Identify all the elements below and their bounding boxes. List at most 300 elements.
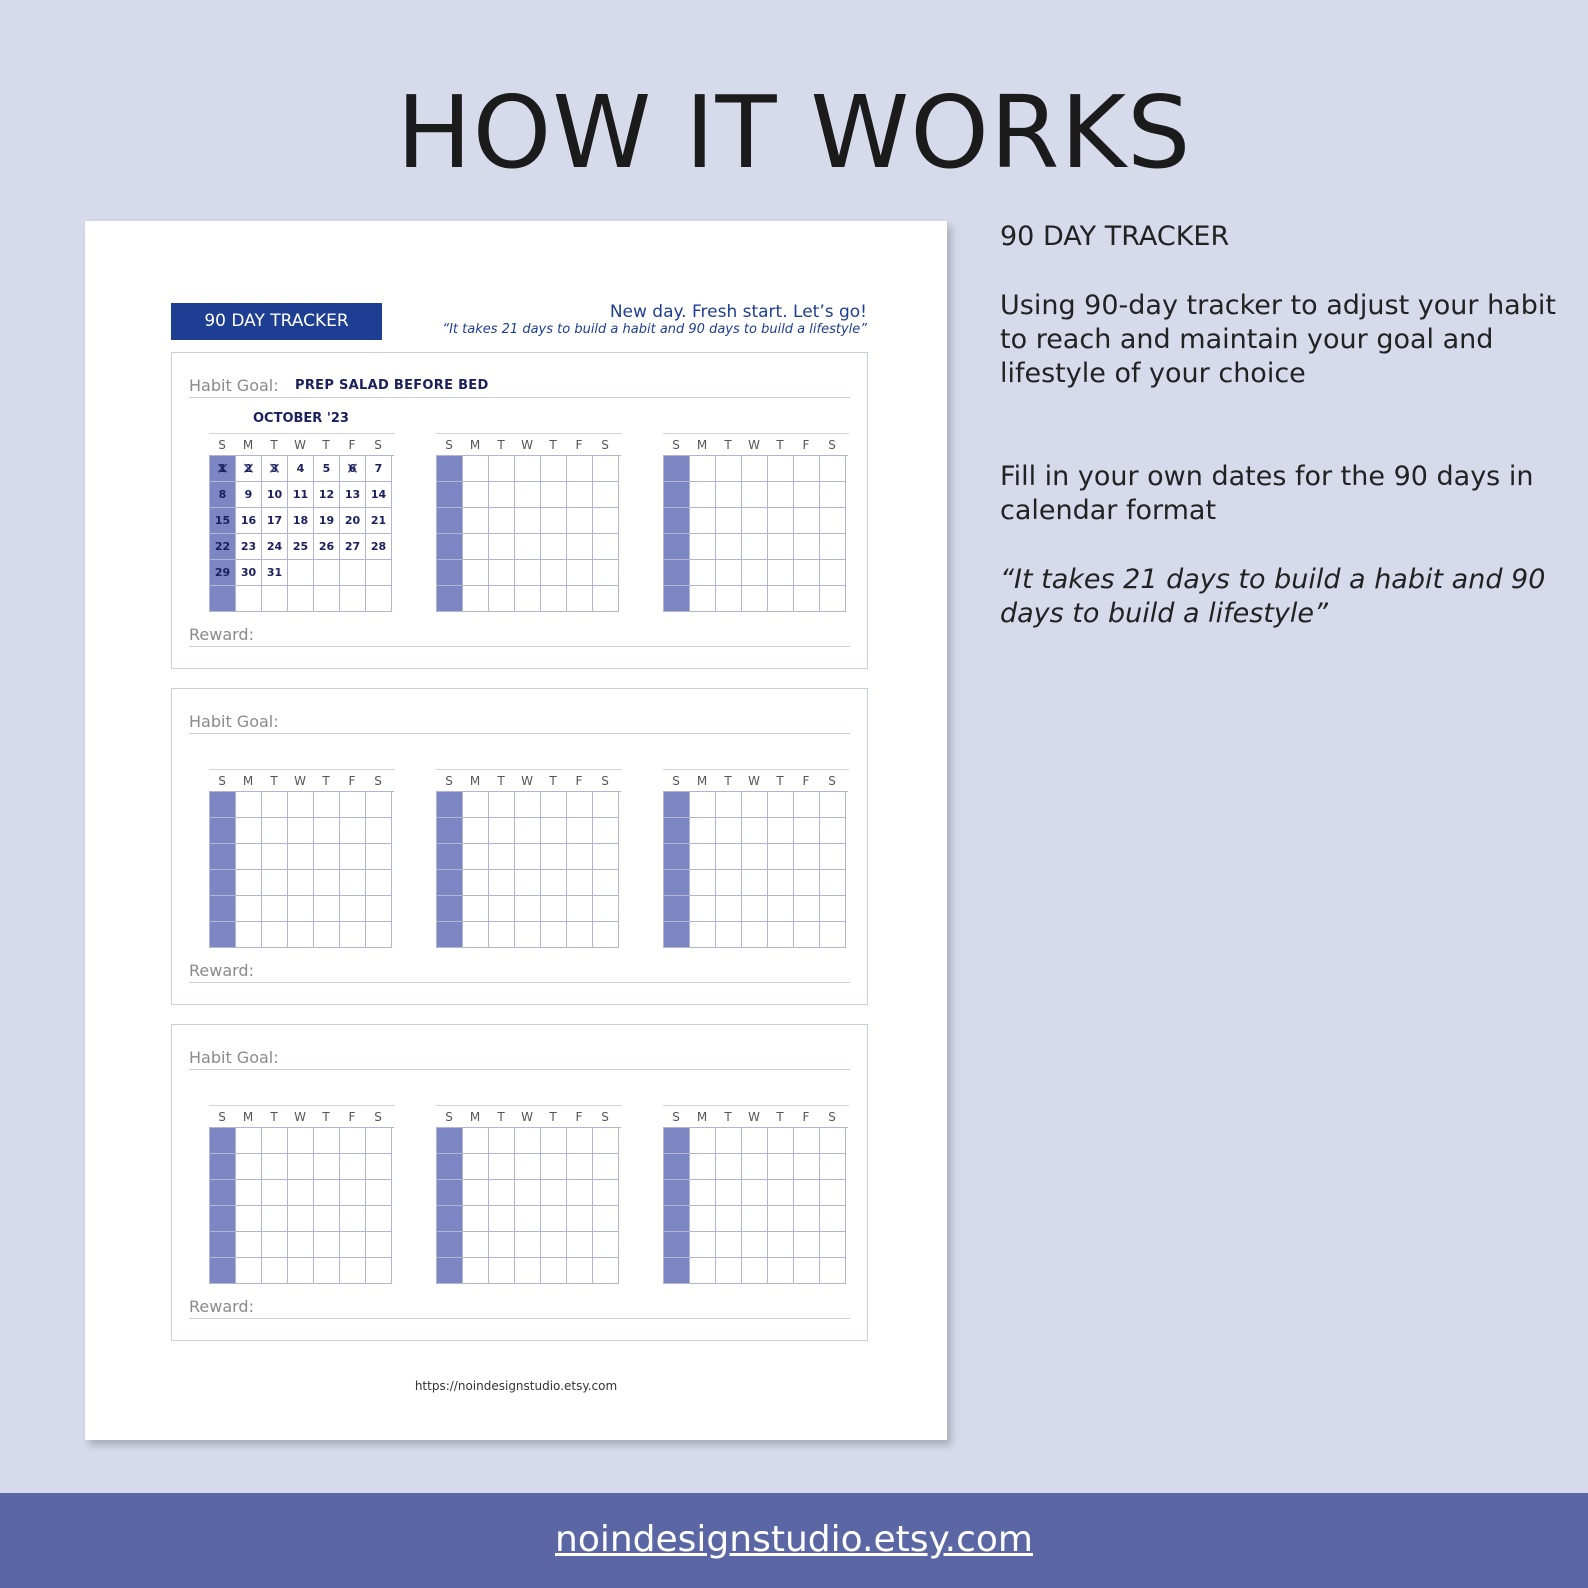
day-cell[interactable] bbox=[716, 1258, 742, 1284]
day-cell[interactable] bbox=[567, 560, 593, 586]
day-cell[interactable] bbox=[210, 586, 236, 612]
day-cell[interactable] bbox=[742, 1258, 768, 1284]
day-cell[interactable] bbox=[742, 534, 768, 560]
day-cell[interactable] bbox=[314, 1154, 340, 1180]
day-cell[interactable] bbox=[664, 1154, 690, 1180]
day-cell[interactable] bbox=[716, 844, 742, 870]
day-cell[interactable] bbox=[262, 1258, 288, 1284]
day-cell[interactable] bbox=[716, 1232, 742, 1258]
day-cell[interactable] bbox=[340, 1180, 366, 1206]
day-cell[interactable] bbox=[593, 508, 619, 534]
day-cell[interactable] bbox=[262, 1206, 288, 1232]
day-cell[interactable] bbox=[314, 922, 340, 948]
day-cell[interactable]: 26 bbox=[314, 534, 340, 560]
day-cell[interactable] bbox=[567, 818, 593, 844]
day-cell[interactable] bbox=[262, 870, 288, 896]
day-cell[interactable] bbox=[515, 586, 541, 612]
day-cell[interactable] bbox=[366, 844, 392, 870]
day-cell[interactable] bbox=[664, 456, 690, 482]
day-cell[interactable] bbox=[210, 818, 236, 844]
day-cell[interactable] bbox=[366, 922, 392, 948]
day-cell[interactable] bbox=[716, 1206, 742, 1232]
day-cell[interactable] bbox=[742, 818, 768, 844]
day-cell[interactable] bbox=[742, 896, 768, 922]
day-cell[interactable] bbox=[463, 534, 489, 560]
day-cell[interactable]: 10 bbox=[262, 482, 288, 508]
day-cell[interactable] bbox=[664, 792, 690, 818]
day-cell[interactable] bbox=[768, 922, 794, 948]
day-cell[interactable] bbox=[210, 896, 236, 922]
day-cell[interactable] bbox=[716, 1128, 742, 1154]
day-cell[interactable] bbox=[463, 1258, 489, 1284]
day-cell[interactable] bbox=[340, 1206, 366, 1232]
day-cell[interactable] bbox=[236, 1180, 262, 1206]
day-cell[interactable] bbox=[366, 870, 392, 896]
day-cell[interactable] bbox=[768, 792, 794, 818]
day-cell[interactable] bbox=[463, 508, 489, 534]
day-cell[interactable] bbox=[340, 922, 366, 948]
day-cell[interactable] bbox=[489, 456, 515, 482]
day-cell[interactable] bbox=[288, 1128, 314, 1154]
day-cell[interactable] bbox=[593, 1232, 619, 1258]
day-cell[interactable] bbox=[314, 586, 340, 612]
day-cell[interactable] bbox=[236, 1232, 262, 1258]
day-cell[interactable] bbox=[489, 1154, 515, 1180]
day-cell[interactable] bbox=[820, 1154, 846, 1180]
day-cell[interactable] bbox=[794, 534, 820, 560]
day-cell[interactable] bbox=[210, 1206, 236, 1232]
day-cell[interactable] bbox=[716, 870, 742, 896]
day-cell[interactable] bbox=[489, 922, 515, 948]
day-cell[interactable] bbox=[768, 1154, 794, 1180]
day-cell[interactable] bbox=[567, 1258, 593, 1284]
day-cell[interactable] bbox=[210, 870, 236, 896]
day-cell[interactable] bbox=[541, 818, 567, 844]
day-cell[interactable]: 23 bbox=[236, 534, 262, 560]
day-cell[interactable] bbox=[366, 586, 392, 612]
day-cell[interactable] bbox=[768, 560, 794, 586]
day-cell[interactable] bbox=[515, 560, 541, 586]
day-cell[interactable] bbox=[515, 870, 541, 896]
day-cell[interactable]: 28 bbox=[366, 534, 392, 560]
day-cell[interactable] bbox=[716, 534, 742, 560]
day-cell[interactable] bbox=[236, 844, 262, 870]
day-cell[interactable] bbox=[437, 456, 463, 482]
day-cell[interactable] bbox=[794, 1128, 820, 1154]
day-cell[interactable] bbox=[664, 1128, 690, 1154]
day-cell[interactable] bbox=[794, 792, 820, 818]
day-cell[interactable] bbox=[489, 560, 515, 586]
day-cell[interactable] bbox=[820, 482, 846, 508]
day-cell[interactable] bbox=[742, 456, 768, 482]
day-cell[interactable] bbox=[716, 456, 742, 482]
day-cell[interactable] bbox=[515, 508, 541, 534]
day-cell[interactable] bbox=[690, 792, 716, 818]
day-cell[interactable] bbox=[541, 586, 567, 612]
day-cell[interactable] bbox=[489, 534, 515, 560]
day-cell[interactable] bbox=[437, 560, 463, 586]
day-cell[interactable] bbox=[437, 870, 463, 896]
day-cell[interactable] bbox=[463, 1128, 489, 1154]
day-cell[interactable] bbox=[463, 1180, 489, 1206]
day-cell[interactable] bbox=[820, 922, 846, 948]
day-cell[interactable] bbox=[515, 792, 541, 818]
day-cell[interactable] bbox=[463, 896, 489, 922]
day-cell[interactable] bbox=[437, 508, 463, 534]
day-cell[interactable] bbox=[236, 792, 262, 818]
day-cell[interactable] bbox=[515, 1258, 541, 1284]
day-cell[interactable] bbox=[437, 922, 463, 948]
day-cell[interactable] bbox=[340, 818, 366, 844]
day-cell[interactable] bbox=[437, 896, 463, 922]
day-cell[interactable] bbox=[593, 482, 619, 508]
day-cell[interactable] bbox=[314, 1232, 340, 1258]
day-cell[interactable] bbox=[768, 508, 794, 534]
day-cell[interactable] bbox=[489, 508, 515, 534]
day-cell[interactable] bbox=[210, 1154, 236, 1180]
day-cell[interactable] bbox=[794, 922, 820, 948]
day-cell[interactable]: 9 bbox=[236, 482, 262, 508]
day-cell[interactable] bbox=[288, 896, 314, 922]
day-cell[interactable] bbox=[236, 1258, 262, 1284]
day-cell[interactable] bbox=[463, 818, 489, 844]
day-cell[interactable] bbox=[314, 818, 340, 844]
day-cell[interactable] bbox=[489, 1180, 515, 1206]
day-cell[interactable] bbox=[340, 1232, 366, 1258]
day-cell[interactable] bbox=[567, 1128, 593, 1154]
day-cell[interactable] bbox=[515, 818, 541, 844]
day-cell[interactable] bbox=[567, 456, 593, 482]
day-cell[interactable] bbox=[437, 534, 463, 560]
day-cell[interactable] bbox=[262, 792, 288, 818]
day-cell[interactable] bbox=[820, 1128, 846, 1154]
day-cell[interactable] bbox=[437, 844, 463, 870]
day-cell[interactable] bbox=[489, 586, 515, 612]
day-cell[interactable] bbox=[664, 1232, 690, 1258]
day-cell[interactable] bbox=[541, 508, 567, 534]
day-cell[interactable] bbox=[288, 1232, 314, 1258]
day-cell[interactable] bbox=[262, 586, 288, 612]
day-cell[interactable] bbox=[742, 1154, 768, 1180]
day-cell[interactable] bbox=[567, 1180, 593, 1206]
day-cell[interactable] bbox=[314, 792, 340, 818]
day-cell[interactable] bbox=[515, 456, 541, 482]
day-cell[interactable] bbox=[567, 534, 593, 560]
day-cell[interactable]: 4 bbox=[288, 456, 314, 482]
day-cell[interactable] bbox=[340, 896, 366, 922]
day-cell[interactable]: 7 bbox=[366, 456, 392, 482]
day-cell[interactable] bbox=[716, 896, 742, 922]
day-cell[interactable] bbox=[794, 482, 820, 508]
day-cell[interactable] bbox=[690, 1206, 716, 1232]
day-cell[interactable] bbox=[366, 792, 392, 818]
day-cell[interactable]: 16 bbox=[236, 508, 262, 534]
day-cell[interactable]: 8 bbox=[210, 482, 236, 508]
day-cell[interactable] bbox=[716, 586, 742, 612]
day-cell[interactable] bbox=[541, 482, 567, 508]
day-cell[interactable] bbox=[742, 1232, 768, 1258]
day-cell[interactable] bbox=[489, 870, 515, 896]
day-cell[interactable] bbox=[463, 792, 489, 818]
day-cell[interactable] bbox=[541, 1180, 567, 1206]
day-cell[interactable] bbox=[768, 1206, 794, 1232]
day-cell[interactable] bbox=[567, 586, 593, 612]
day-cell[interactable] bbox=[236, 870, 262, 896]
day-cell[interactable] bbox=[768, 534, 794, 560]
day-cell[interactable] bbox=[820, 508, 846, 534]
day-cell[interactable] bbox=[664, 844, 690, 870]
day-cell[interactable] bbox=[768, 896, 794, 922]
day-cell[interactable] bbox=[716, 508, 742, 534]
day-cell[interactable] bbox=[236, 922, 262, 948]
day-cell[interactable] bbox=[314, 1128, 340, 1154]
day-cell[interactable] bbox=[541, 792, 567, 818]
day-cell[interactable] bbox=[567, 1154, 593, 1180]
day-cell[interactable] bbox=[593, 1206, 619, 1232]
day-cell[interactable] bbox=[489, 1258, 515, 1284]
day-cell[interactable] bbox=[593, 896, 619, 922]
day-cell[interactable] bbox=[515, 1180, 541, 1206]
day-cell[interactable] bbox=[288, 586, 314, 612]
day-cell[interactable] bbox=[463, 922, 489, 948]
day-cell[interactable] bbox=[437, 1128, 463, 1154]
day-cell[interactable] bbox=[664, 896, 690, 922]
day-cell[interactable] bbox=[288, 792, 314, 818]
day-cell[interactable] bbox=[567, 896, 593, 922]
day-cell[interactable] bbox=[664, 586, 690, 612]
day-cell[interactable] bbox=[716, 922, 742, 948]
day-cell[interactable] bbox=[664, 534, 690, 560]
day-cell[interactable] bbox=[463, 456, 489, 482]
day-cell[interactable] bbox=[541, 896, 567, 922]
day-cell[interactable] bbox=[288, 870, 314, 896]
day-cell[interactable] bbox=[463, 586, 489, 612]
day-cell[interactable] bbox=[820, 870, 846, 896]
day-cell[interactable] bbox=[437, 586, 463, 612]
day-cell[interactable] bbox=[794, 844, 820, 870]
day-cell[interactable] bbox=[820, 1232, 846, 1258]
day-cell[interactable]: 12 bbox=[314, 482, 340, 508]
day-cell[interactable] bbox=[210, 922, 236, 948]
day-cell[interactable] bbox=[794, 508, 820, 534]
day-cell[interactable] bbox=[716, 818, 742, 844]
day-cell[interactable] bbox=[340, 792, 366, 818]
day-cell[interactable] bbox=[515, 844, 541, 870]
day-cell[interactable] bbox=[593, 1128, 619, 1154]
day-cell[interactable] bbox=[515, 534, 541, 560]
day-cell[interactable] bbox=[820, 818, 846, 844]
day-cell[interactable] bbox=[690, 560, 716, 586]
day-cell[interactable] bbox=[768, 1128, 794, 1154]
day-cell[interactable] bbox=[690, 1154, 716, 1180]
day-cell[interactable] bbox=[768, 1180, 794, 1206]
day-cell[interactable] bbox=[664, 1180, 690, 1206]
day-cell[interactable] bbox=[593, 1258, 619, 1284]
day-cell[interactable] bbox=[742, 870, 768, 896]
day-cell[interactable] bbox=[820, 844, 846, 870]
day-cell[interactable]: 21 bbox=[366, 508, 392, 534]
day-cell[interactable] bbox=[742, 1128, 768, 1154]
day-cell[interactable] bbox=[794, 896, 820, 922]
day-cell[interactable] bbox=[515, 1154, 541, 1180]
day-cell[interactable] bbox=[664, 818, 690, 844]
day-cell[interactable] bbox=[463, 482, 489, 508]
day-cell[interactable] bbox=[515, 1232, 541, 1258]
day-cell[interactable] bbox=[314, 1180, 340, 1206]
day-cell[interactable]: 29 bbox=[210, 560, 236, 586]
day-cell[interactable] bbox=[716, 1180, 742, 1206]
day-cell[interactable] bbox=[262, 1232, 288, 1258]
day-cell[interactable] bbox=[489, 844, 515, 870]
day-cell[interactable] bbox=[690, 534, 716, 560]
day-cell[interactable] bbox=[262, 1154, 288, 1180]
day-cell[interactable] bbox=[262, 818, 288, 844]
day-cell[interactable] bbox=[236, 1206, 262, 1232]
day-cell[interactable] bbox=[314, 560, 340, 586]
day-cell[interactable] bbox=[593, 922, 619, 948]
day-cell[interactable]: 19 bbox=[314, 508, 340, 534]
day-cell[interactable] bbox=[489, 818, 515, 844]
day-cell[interactable] bbox=[288, 922, 314, 948]
day-cell[interactable] bbox=[236, 1154, 262, 1180]
day-cell[interactable] bbox=[366, 560, 392, 586]
day-cell[interactable] bbox=[820, 1180, 846, 1206]
day-cell[interactable] bbox=[690, 896, 716, 922]
day-cell[interactable] bbox=[463, 844, 489, 870]
day-cell[interactable] bbox=[567, 922, 593, 948]
day-cell[interactable] bbox=[742, 792, 768, 818]
day-cell[interactable] bbox=[210, 1232, 236, 1258]
day-cell[interactable] bbox=[541, 456, 567, 482]
day-cell[interactable] bbox=[690, 1232, 716, 1258]
day-cell[interactable] bbox=[340, 1128, 366, 1154]
day-cell[interactable] bbox=[820, 1206, 846, 1232]
day-cell[interactable] bbox=[262, 1180, 288, 1206]
day-cell[interactable] bbox=[541, 534, 567, 560]
day-cell[interactable] bbox=[820, 896, 846, 922]
day-cell[interactable] bbox=[768, 1232, 794, 1258]
day-cell[interactable] bbox=[437, 1232, 463, 1258]
day-cell[interactable] bbox=[437, 818, 463, 844]
day-cell[interactable]: 15 bbox=[210, 508, 236, 534]
day-cell[interactable] bbox=[567, 870, 593, 896]
day-cell[interactable] bbox=[690, 818, 716, 844]
day-cell[interactable] bbox=[664, 870, 690, 896]
day-cell[interactable] bbox=[820, 1258, 846, 1284]
day-cell[interactable] bbox=[593, 534, 619, 560]
day-cell[interactable] bbox=[288, 1180, 314, 1206]
day-cell[interactable] bbox=[210, 844, 236, 870]
day-cell[interactable] bbox=[794, 560, 820, 586]
day-cell[interactable] bbox=[567, 508, 593, 534]
day-cell[interactable] bbox=[366, 1154, 392, 1180]
day-cell[interactable] bbox=[489, 1232, 515, 1258]
day-cell[interactable] bbox=[314, 870, 340, 896]
day-cell[interactable] bbox=[690, 844, 716, 870]
day-cell[interactable] bbox=[262, 896, 288, 922]
day-cell[interactable] bbox=[742, 586, 768, 612]
day-cell[interactable] bbox=[437, 1154, 463, 1180]
day-cell[interactable] bbox=[489, 482, 515, 508]
day-cell[interactable] bbox=[742, 844, 768, 870]
day-cell[interactable]: 14 bbox=[366, 482, 392, 508]
day-cell[interactable]: 13 bbox=[340, 482, 366, 508]
day-cell[interactable] bbox=[794, 1206, 820, 1232]
day-cell[interactable]: 20 bbox=[340, 508, 366, 534]
day-cell[interactable] bbox=[366, 1258, 392, 1284]
day-cell[interactable] bbox=[288, 1258, 314, 1284]
day-cell[interactable] bbox=[690, 586, 716, 612]
day-cell[interactable] bbox=[794, 1232, 820, 1258]
day-cell[interactable] bbox=[690, 482, 716, 508]
day-cell[interactable] bbox=[541, 1154, 567, 1180]
day-cell[interactable] bbox=[463, 1232, 489, 1258]
day-cell[interactable] bbox=[716, 792, 742, 818]
day-cell[interactable] bbox=[567, 792, 593, 818]
day-cell[interactable] bbox=[794, 586, 820, 612]
day-cell[interactable] bbox=[463, 1206, 489, 1232]
day-cell[interactable] bbox=[463, 1154, 489, 1180]
day-cell[interactable]: 5 bbox=[314, 456, 340, 482]
day-cell[interactable] bbox=[437, 482, 463, 508]
day-cell[interactable] bbox=[820, 456, 846, 482]
day-cell[interactable] bbox=[463, 870, 489, 896]
day-cell[interactable] bbox=[820, 534, 846, 560]
day-cell[interactable] bbox=[437, 1258, 463, 1284]
day-cell[interactable] bbox=[820, 560, 846, 586]
day-cell[interactable] bbox=[541, 560, 567, 586]
day-cell[interactable] bbox=[690, 1128, 716, 1154]
day-cell[interactable] bbox=[515, 1128, 541, 1154]
day-cell[interactable] bbox=[437, 792, 463, 818]
day-cell[interactable] bbox=[515, 922, 541, 948]
day-cell[interactable] bbox=[314, 1206, 340, 1232]
day-cell[interactable] bbox=[541, 844, 567, 870]
day-cell[interactable] bbox=[768, 1258, 794, 1284]
day-cell[interactable] bbox=[515, 896, 541, 922]
day-cell[interactable] bbox=[340, 1258, 366, 1284]
day-cell[interactable] bbox=[366, 1128, 392, 1154]
day-cell[interactable] bbox=[794, 1154, 820, 1180]
day-cell[interactable]: 17 bbox=[262, 508, 288, 534]
day-cell[interactable] bbox=[768, 586, 794, 612]
day-cell[interactable] bbox=[593, 456, 619, 482]
day-cell[interactable] bbox=[742, 508, 768, 534]
day-cell[interactable] bbox=[690, 922, 716, 948]
day-cell[interactable] bbox=[236, 586, 262, 612]
day-cell[interactable]: 22 bbox=[210, 534, 236, 560]
day-cell[interactable] bbox=[742, 922, 768, 948]
day-cell[interactable] bbox=[768, 482, 794, 508]
day-cell[interactable] bbox=[288, 844, 314, 870]
day-cell[interactable] bbox=[593, 1180, 619, 1206]
day-cell[interactable]: 2 ✕ bbox=[236, 456, 262, 482]
day-cell[interactable] bbox=[463, 560, 489, 586]
day-cell[interactable] bbox=[288, 1206, 314, 1232]
day-cell[interactable]: 27 bbox=[340, 534, 366, 560]
day-cell[interactable] bbox=[567, 844, 593, 870]
day-cell[interactable] bbox=[210, 1128, 236, 1154]
day-cell[interactable] bbox=[288, 1154, 314, 1180]
day-cell[interactable] bbox=[593, 792, 619, 818]
day-cell[interactable] bbox=[794, 818, 820, 844]
day-cell[interactable] bbox=[340, 870, 366, 896]
day-cell[interactable] bbox=[742, 560, 768, 586]
day-cell[interactable] bbox=[210, 792, 236, 818]
day-cell[interactable]: 30 bbox=[236, 560, 262, 586]
day-cell[interactable] bbox=[340, 844, 366, 870]
day-cell[interactable] bbox=[236, 818, 262, 844]
